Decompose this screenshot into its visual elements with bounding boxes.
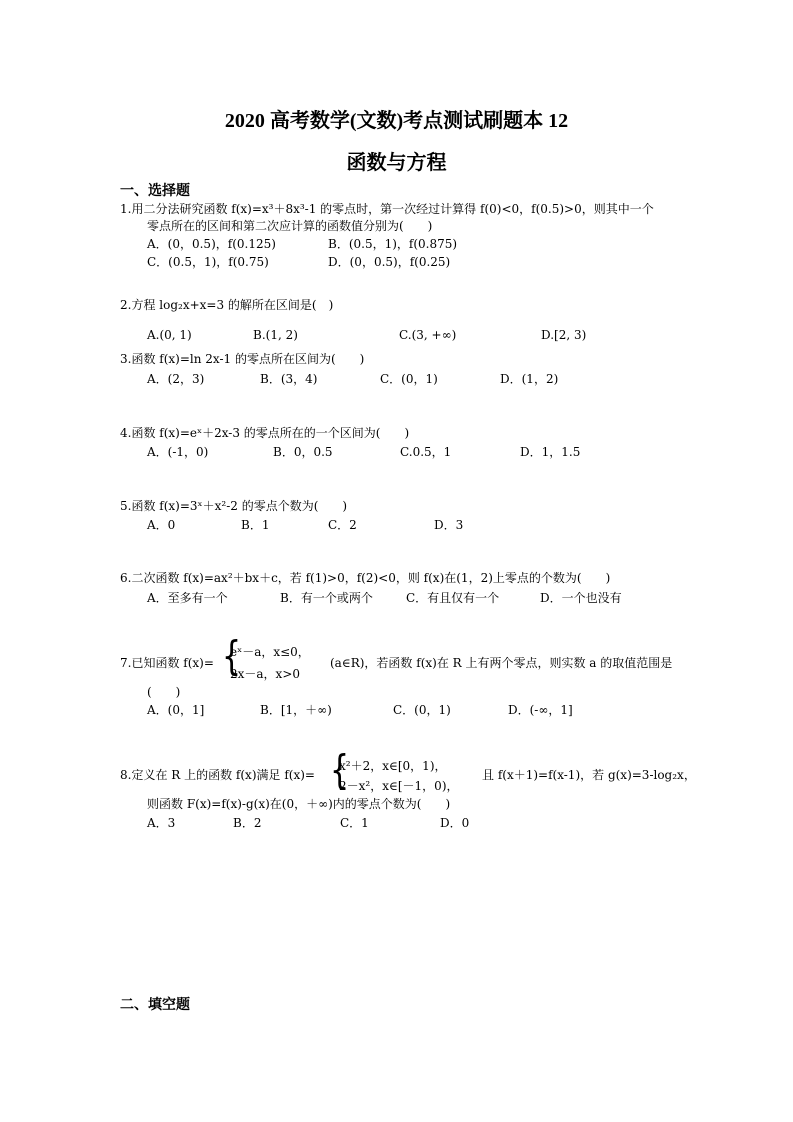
question-1-line-1: 1.用二分法研究函数 f(x)=x³＋8x³-1 的零点时，第一次经过计算得 f(0)<0，f(0.5)>0，则其中一个 <box>120 202 654 216</box>
question-8-suffix: 且 f(x＋1)=f(x-1)，若 g(x)=3-log₂x， <box>482 768 696 782</box>
question-8-prefix: 8.定义在 R 上的函数 f(x)满足 f(x)= <box>120 768 315 782</box>
question-1-line-2: 零点所在的区间和第二次应计算的函数值分别为( ) <box>147 219 433 233</box>
question-4-option-a: A．(-1，0) <box>147 445 209 459</box>
question-8-option-b: B．2 <box>233 816 262 830</box>
piecewise-brace-8: { <box>330 746 350 795</box>
question-7-case-2: 2x－a，x>0 <box>230 667 301 681</box>
section-heading-fill: 二、填空题 <box>120 997 190 1013</box>
question-8-line-2: 则函数 F(x)=f(x)-g(x)在(0，＋∞)内的零点个数为( ) <box>147 797 451 811</box>
question-7-option-c: C．(0，1) <box>393 703 451 717</box>
question-3-line-1: 3.函数 f(x)=ln 2x-1 的零点所在区间为( ) <box>120 352 365 366</box>
question-3-option-c: C．(0，1) <box>380 372 438 386</box>
question-4-option-b: B．0，0.5 <box>273 445 333 459</box>
question-3-option-a: A．(2，3) <box>147 372 205 386</box>
question-7-option-a: A．(0，1] <box>147 703 205 717</box>
question-7-option-b: B．[1，＋∞) <box>260 703 332 717</box>
question-8-case-1: x²＋2，x∈[0，1)， <box>339 759 447 773</box>
question-1-option-d: D．(0，0.5)，f(0.25) <box>328 255 451 269</box>
question-2-option-c: C.(3, +∞) <box>399 328 457 342</box>
question-3-option-b: B．(3，4) <box>260 372 318 386</box>
question-8-option-a: A．3 <box>147 816 176 830</box>
question-6-option-a: A．至多有一个 <box>147 591 228 605</box>
question-7-prefix: 7.已知函数 f(x)= <box>120 656 214 670</box>
question-7-case-1: eˣ－a，x≤0， <box>230 645 310 659</box>
question-4-line-1: 4.函数 f(x)=eˣ＋2x-3 的零点所在的一个区间为( ) <box>120 426 410 440</box>
question-7-line-2: ( ) <box>147 685 181 699</box>
question-5-option-d: D．3 <box>434 518 464 532</box>
question-7-suffix: (a∈R)，若函数 f(x)在 R 上有两个零点，则实数 a 的取值范围是 <box>330 656 673 670</box>
question-1-option-c: C．(0.5，1)，f(0.75) <box>147 255 269 269</box>
question-2-option-d: D.[2, 3) <box>541 328 587 342</box>
page-subtitle: 函数与方程 <box>346 152 447 174</box>
question-2-option-b: B.(1, 2) <box>253 328 298 342</box>
question-6-option-b: B．有一个或两个 <box>280 591 373 605</box>
question-1-option-b: B．(0.5，1)，f(0.875) <box>328 237 458 251</box>
question-6-option-d: D．一个也没有 <box>540 591 622 605</box>
question-6-line-1: 6.二次函数 f(x)=ax²＋bx＋c，若 f(1)>0，f(2)<0，则 f(x)在(1，2)上零点的个数为( ) <box>120 571 611 585</box>
page-title: 2020 高考数学(文数)考点测试刷题本 12 <box>224 110 569 132</box>
question-6-option-c: C．有且仅有一个 <box>406 591 500 605</box>
question-4-option-c: C.0.5，1 <box>400 445 452 459</box>
question-2-option-a: A.(0, 1) <box>147 328 192 342</box>
question-8-option-c: C．1 <box>340 816 369 830</box>
piecewise-brace-7: { <box>222 632 242 681</box>
question-2-line-1: 2.方程 log₂x+x=3 的解所在区间是( ) <box>120 298 334 312</box>
question-7-option-d: D．(-∞，1] <box>508 703 573 717</box>
question-5-option-a: A．0 <box>147 518 176 532</box>
question-1-option-a: A．(0，0.5)，f(0.125) <box>147 237 276 251</box>
question-3-option-d: D．(1，2) <box>500 372 559 386</box>
question-5-option-b: B．1 <box>241 518 270 532</box>
section-heading-choice: 一、选择题 <box>120 183 190 199</box>
question-5-line-1: 5.函数 f(x)=3ˣ＋x²-2 的零点个数为( ) <box>120 499 348 513</box>
question-4-option-d: D．1，1.5 <box>520 445 581 459</box>
question-8-case-2: 2－x²，x∈[－1，0)， <box>339 779 459 793</box>
question-5-option-c: C．2 <box>328 518 357 532</box>
question-8-option-d: D．0 <box>440 816 470 830</box>
